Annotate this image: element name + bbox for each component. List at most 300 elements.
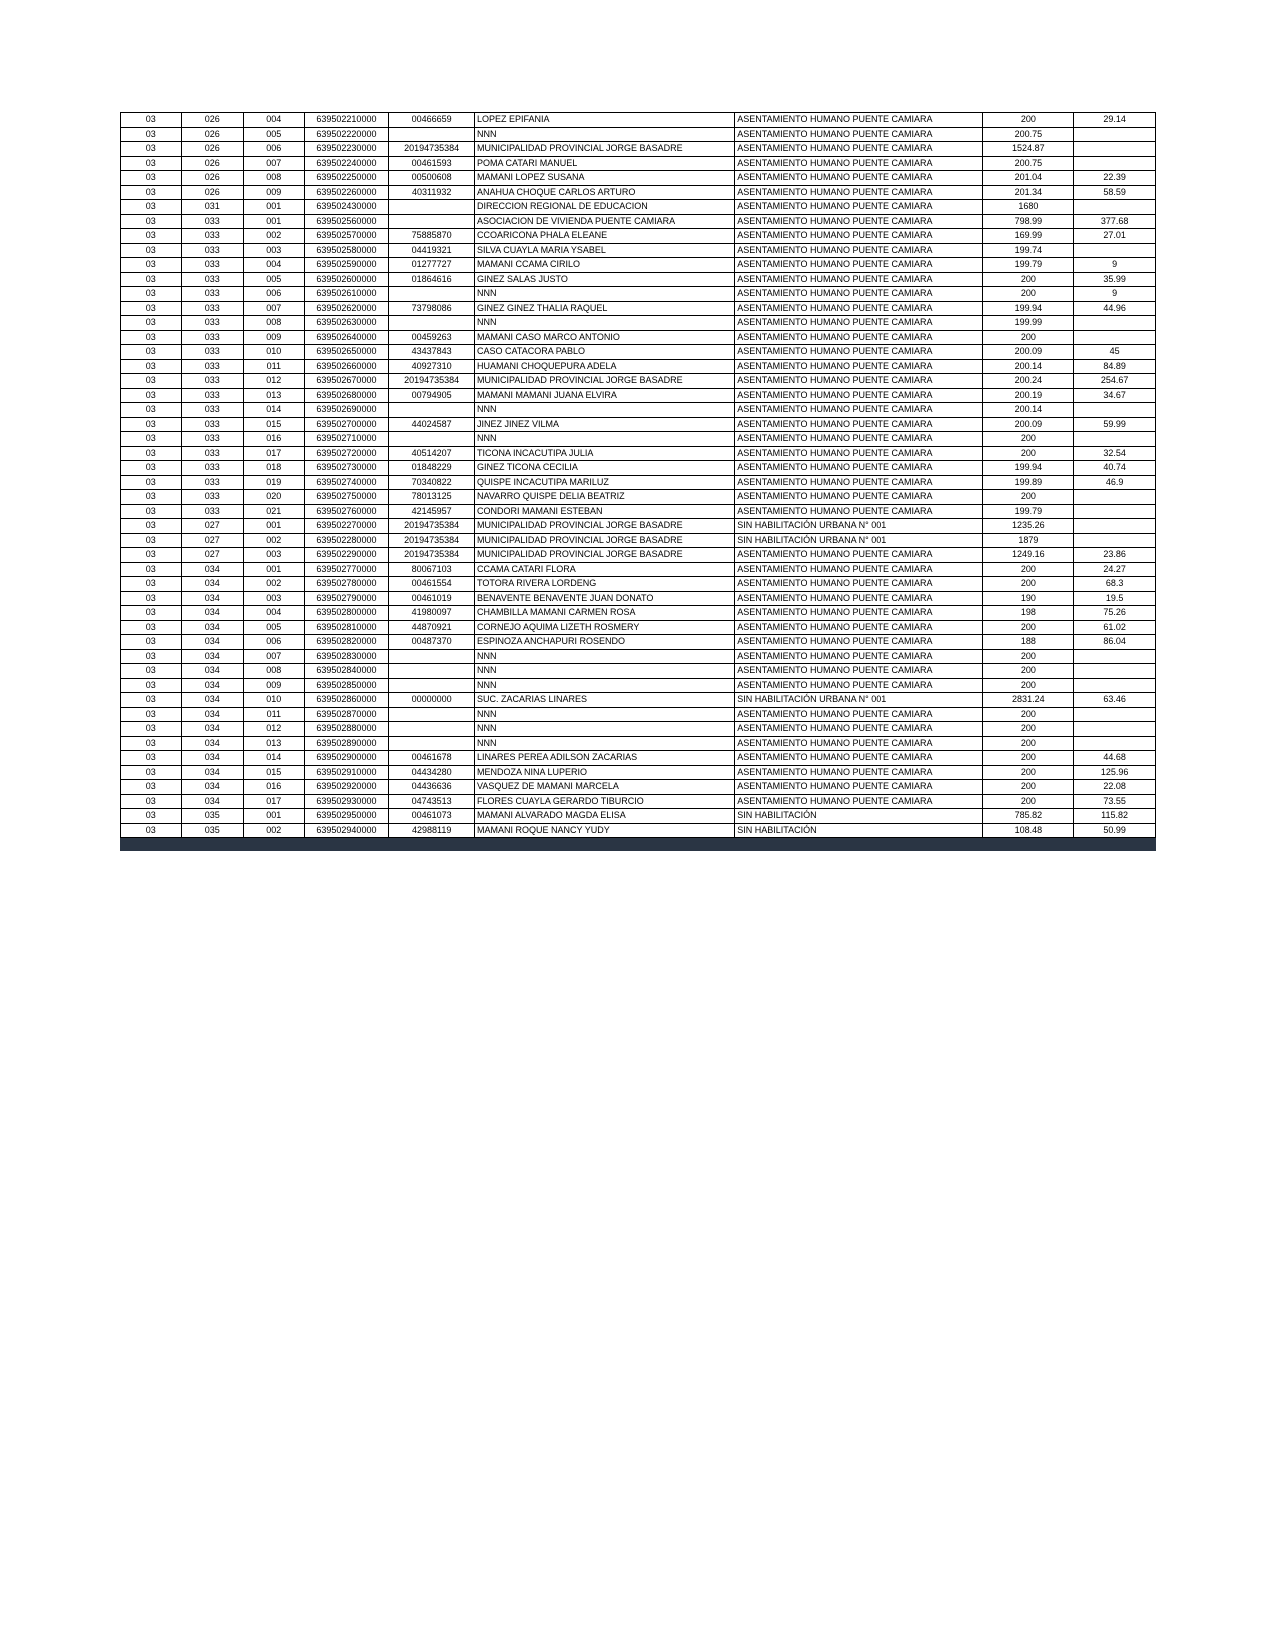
cell-area-construida bbox=[1074, 316, 1156, 331]
cell-area-terreno: 200.75 bbox=[983, 156, 1074, 171]
table-row bbox=[121, 446, 1156, 461]
cell-titular: LINARES PEREA ADILSON ZACARIAS bbox=[475, 751, 735, 766]
cell-lote: 002 bbox=[244, 229, 305, 244]
cell-lote: 021 bbox=[244, 504, 305, 519]
cell-titular: MUNICIPALIDAD PROVINCIAL JORGE BASADRE bbox=[475, 142, 735, 157]
cell-area-construida: 22.39 bbox=[1074, 171, 1156, 186]
table-row bbox=[121, 461, 1156, 476]
cell-sector: 03 bbox=[121, 171, 182, 186]
cell-manzana: 033 bbox=[181, 475, 244, 490]
table-row bbox=[121, 200, 1156, 215]
cell-area-terreno: 201.34 bbox=[983, 185, 1074, 200]
cell-manzana: 033 bbox=[181, 287, 244, 302]
cell-area-construida bbox=[1074, 678, 1156, 693]
cell-sector: 03 bbox=[121, 345, 182, 360]
cell-sector: 03 bbox=[121, 490, 182, 505]
cell-area-construida: 44.96 bbox=[1074, 301, 1156, 316]
cell-habilitacion: ASENTAMIENTO HUMANO PUENTE CAMIARA bbox=[735, 432, 983, 447]
cell-area-construida: 23.86 bbox=[1074, 548, 1156, 563]
cell-documento: 00487370 bbox=[389, 635, 475, 650]
table-row bbox=[121, 707, 1156, 722]
table-row bbox=[121, 258, 1156, 273]
cell-sector: 03 bbox=[121, 316, 182, 331]
cell-area-terreno: 200.09 bbox=[983, 417, 1074, 432]
cell-codigo: 639502210000 bbox=[304, 113, 389, 128]
cell-area-construida bbox=[1074, 200, 1156, 215]
cell-manzana: 027 bbox=[181, 548, 244, 563]
cell-codigo: 639502880000 bbox=[304, 722, 389, 737]
cell-manzana: 027 bbox=[181, 519, 244, 534]
cell-lote: 015 bbox=[244, 765, 305, 780]
table-row bbox=[121, 127, 1156, 142]
cell-area-construida: 35.99 bbox=[1074, 272, 1156, 287]
cell-lote: 007 bbox=[244, 156, 305, 171]
cell-lote: 006 bbox=[244, 142, 305, 157]
cell-lote: 007 bbox=[244, 649, 305, 664]
table-row bbox=[121, 722, 1156, 737]
cell-documento bbox=[389, 200, 475, 215]
cell-documento: 43437843 bbox=[389, 345, 475, 360]
cell-habilitacion: ASENTAMIENTO HUMANO PUENTE CAMIARA bbox=[735, 127, 983, 142]
cell-lote: 012 bbox=[244, 722, 305, 737]
cell-sector: 03 bbox=[121, 635, 182, 650]
table-row bbox=[121, 156, 1156, 171]
cell-manzana: 031 bbox=[181, 200, 244, 215]
cell-sector: 03 bbox=[121, 780, 182, 795]
cell-area-construida: 32.54 bbox=[1074, 446, 1156, 461]
cell-habilitacion: ASENTAMIENTO HUMANO PUENTE CAMIARA bbox=[735, 301, 983, 316]
cell-codigo: 639502220000 bbox=[304, 127, 389, 142]
cell-documento: 20194735384 bbox=[389, 548, 475, 563]
cell-sector: 03 bbox=[121, 504, 182, 519]
cell-manzana: 034 bbox=[181, 693, 244, 708]
table-row bbox=[121, 432, 1156, 447]
cell-area-terreno: 200 bbox=[983, 620, 1074, 635]
cell-sector: 03 bbox=[121, 519, 182, 534]
cell-lote: 014 bbox=[244, 751, 305, 766]
cell-manzana: 034 bbox=[181, 591, 244, 606]
cell-sector: 03 bbox=[121, 359, 182, 374]
table-row bbox=[121, 649, 1156, 664]
cell-documento: 01864616 bbox=[389, 272, 475, 287]
cell-documento bbox=[389, 403, 475, 418]
cell-sector: 03 bbox=[121, 736, 182, 751]
cell-codigo: 639502840000 bbox=[304, 664, 389, 679]
cell-manzana: 034 bbox=[181, 722, 244, 737]
cell-documento bbox=[389, 287, 475, 302]
cell-codigo: 639502920000 bbox=[304, 780, 389, 795]
cell-habilitacion: ASENTAMIENTO HUMANO PUENTE CAMIARA bbox=[735, 403, 983, 418]
cell-titular: MAMANI CASO MARCO ANTONIO bbox=[475, 330, 735, 345]
cell-lote: 011 bbox=[244, 707, 305, 722]
cell-area-terreno: 200 bbox=[983, 678, 1074, 693]
cell-codigo: 639502640000 bbox=[304, 330, 389, 345]
cell-area-construida: 75.26 bbox=[1074, 606, 1156, 621]
cell-habilitacion: ASENTAMIENTO HUMANO PUENTE CAMIARA bbox=[735, 765, 983, 780]
cell-titular: CORNEJO AQUIMA LIZETH ROSMERY bbox=[475, 620, 735, 635]
cell-area-terreno: 199.74 bbox=[983, 243, 1074, 258]
cell-manzana: 033 bbox=[181, 432, 244, 447]
cell-area-terreno: 798.99 bbox=[983, 214, 1074, 229]
cell-titular: DIRECCION REGIONAL DE EDUCACION bbox=[475, 200, 735, 215]
cell-documento bbox=[389, 707, 475, 722]
cell-manzana: 034 bbox=[181, 649, 244, 664]
cell-titular: MUNICIPALIDAD PROVINCIAL JORGE BASADRE bbox=[475, 533, 735, 548]
cell-documento: 00794905 bbox=[389, 388, 475, 403]
cell-area-terreno: 200.09 bbox=[983, 345, 1074, 360]
cell-titular: ASOCIACION DE VIVIENDA PUENTE CAMIARA bbox=[475, 214, 735, 229]
table-row bbox=[121, 113, 1156, 128]
cell-habilitacion: ASENTAMIENTO HUMANO PUENTE CAMIARA bbox=[735, 780, 983, 795]
cell-documento: 20194735384 bbox=[389, 374, 475, 389]
cell-documento: 01277727 bbox=[389, 258, 475, 273]
cell-titular: NNN bbox=[475, 678, 735, 693]
cell-codigo: 639502870000 bbox=[304, 707, 389, 722]
cell-manzana: 034 bbox=[181, 794, 244, 809]
cell-area-terreno: 200 bbox=[983, 113, 1074, 128]
cell-habilitacion: SIN HABILITACIÓN URBANA N° 001 bbox=[735, 533, 983, 548]
cell-codigo: 639502670000 bbox=[304, 374, 389, 389]
cell-sector: 03 bbox=[121, 620, 182, 635]
cell-codigo: 639502590000 bbox=[304, 258, 389, 273]
cell-codigo: 639502570000 bbox=[304, 229, 389, 244]
cell-documento bbox=[389, 649, 475, 664]
cell-documento: 73798086 bbox=[389, 301, 475, 316]
cell-documento: 00461019 bbox=[389, 591, 475, 606]
cell-documento: 44024587 bbox=[389, 417, 475, 432]
cell-titular: MAMANI LOPEZ SUSANA bbox=[475, 171, 735, 186]
cell-area-construida bbox=[1074, 403, 1156, 418]
cell-manzana: 034 bbox=[181, 606, 244, 621]
cell-documento: 04434280 bbox=[389, 765, 475, 780]
cell-manzana: 033 bbox=[181, 345, 244, 360]
cell-lote: 013 bbox=[244, 388, 305, 403]
cell-manzana: 026 bbox=[181, 171, 244, 186]
footer-bar-cell bbox=[121, 838, 1156, 851]
cell-area-terreno: 200.14 bbox=[983, 403, 1074, 418]
cell-titular: NAVARRO QUISPE DELIA BEATRIZ bbox=[475, 490, 735, 505]
cell-habilitacion: ASENTAMIENTO HUMANO PUENTE CAMIARA bbox=[735, 359, 983, 374]
cell-titular: NNN bbox=[475, 403, 735, 418]
cell-lote: 005 bbox=[244, 620, 305, 635]
cell-codigo: 639502950000 bbox=[304, 809, 389, 824]
table-row bbox=[121, 664, 1156, 679]
cell-sector: 03 bbox=[121, 606, 182, 621]
cell-lote: 001 bbox=[244, 200, 305, 215]
cell-area-terreno: 200 bbox=[983, 751, 1074, 766]
cell-codigo: 639502860000 bbox=[304, 693, 389, 708]
cell-manzana: 034 bbox=[181, 620, 244, 635]
cell-area-terreno: 200.19 bbox=[983, 388, 1074, 403]
cell-manzana: 033 bbox=[181, 388, 244, 403]
cell-habilitacion: ASENTAMIENTO HUMANO PUENTE CAMIARA bbox=[735, 562, 983, 577]
cell-documento bbox=[389, 664, 475, 679]
cell-sector: 03 bbox=[121, 591, 182, 606]
cell-lote: 004 bbox=[244, 606, 305, 621]
cell-habilitacion: ASENTAMIENTO HUMANO PUENTE CAMIARA bbox=[735, 113, 983, 128]
cell-area-terreno: 200 bbox=[983, 707, 1074, 722]
cell-area-construida: 9 bbox=[1074, 287, 1156, 302]
cell-area-construida: 63.46 bbox=[1074, 693, 1156, 708]
cell-manzana: 034 bbox=[181, 736, 244, 751]
table-row bbox=[121, 548, 1156, 563]
cell-manzana: 033 bbox=[181, 461, 244, 476]
cell-titular: NNN bbox=[475, 287, 735, 302]
cell-habilitacion: ASENTAMIENTO HUMANO PUENTE CAMIARA bbox=[735, 736, 983, 751]
cell-titular: NNN bbox=[475, 649, 735, 664]
cell-manzana: 026 bbox=[181, 113, 244, 128]
cell-sector: 03 bbox=[121, 678, 182, 693]
cell-documento: 20194735384 bbox=[389, 519, 475, 534]
cell-sector: 03 bbox=[121, 809, 182, 824]
cell-lote: 016 bbox=[244, 432, 305, 447]
cell-titular: ANAHUA CHOQUE CARLOS ARTURO bbox=[475, 185, 735, 200]
cell-lote: 004 bbox=[244, 113, 305, 128]
cell-area-terreno: 199.79 bbox=[983, 258, 1074, 273]
cell-documento bbox=[389, 316, 475, 331]
cell-manzana: 034 bbox=[181, 678, 244, 693]
cell-habilitacion: ASENTAMIENTO HUMANO PUENTE CAMIARA bbox=[735, 272, 983, 287]
cell-codigo: 639502820000 bbox=[304, 635, 389, 650]
cell-area-terreno: 785.82 bbox=[983, 809, 1074, 824]
cell-area-construida: 22.08 bbox=[1074, 780, 1156, 795]
cell-titular: TICONA INCACUTIPA JULIA bbox=[475, 446, 735, 461]
cell-habilitacion: SIN HABILITACIÓN URBANA N° 001 bbox=[735, 693, 983, 708]
cell-titular: MUNICIPALIDAD PROVINCIAL JORGE BASADRE bbox=[475, 519, 735, 534]
table-row bbox=[121, 794, 1156, 809]
cell-codigo: 639502560000 bbox=[304, 214, 389, 229]
cell-lote: 003 bbox=[244, 243, 305, 258]
cell-habilitacion: ASENTAMIENTO HUMANO PUENTE CAMIARA bbox=[735, 316, 983, 331]
cell-area-construida bbox=[1074, 533, 1156, 548]
cell-documento bbox=[389, 432, 475, 447]
cell-lote: 012 bbox=[244, 374, 305, 389]
cell-habilitacion: ASENTAMIENTO HUMANO PUENTE CAMIARA bbox=[735, 200, 983, 215]
table-row bbox=[121, 577, 1156, 592]
table-row bbox=[121, 504, 1156, 519]
cell-area-terreno: 200 bbox=[983, 765, 1074, 780]
cell-lote: 002 bbox=[244, 577, 305, 592]
table-row bbox=[121, 272, 1156, 287]
table-row bbox=[121, 765, 1156, 780]
cell-manzana: 034 bbox=[181, 664, 244, 679]
cell-titular: TOTORA RIVERA LORDENG bbox=[475, 577, 735, 592]
cell-documento: 40927310 bbox=[389, 359, 475, 374]
cell-area-construida bbox=[1074, 736, 1156, 751]
cell-area-terreno: 200 bbox=[983, 664, 1074, 679]
cell-titular: SUC. ZACARIAS LINARES bbox=[475, 693, 735, 708]
cell-lote: 017 bbox=[244, 446, 305, 461]
cell-sector: 03 bbox=[121, 446, 182, 461]
cell-sector: 03 bbox=[121, 229, 182, 244]
cell-habilitacion: ASENTAMIENTO HUMANO PUENTE CAMIARA bbox=[735, 490, 983, 505]
cell-lote: 010 bbox=[244, 345, 305, 360]
table-row bbox=[121, 475, 1156, 490]
cell-area-terreno: 199.89 bbox=[983, 475, 1074, 490]
cell-codigo: 639502230000 bbox=[304, 142, 389, 157]
cell-habilitacion: ASENTAMIENTO HUMANO PUENTE CAMIARA bbox=[735, 722, 983, 737]
table-row bbox=[121, 620, 1156, 635]
cell-manzana: 034 bbox=[181, 635, 244, 650]
cell-lote: 005 bbox=[244, 127, 305, 142]
cell-titular: NNN bbox=[475, 432, 735, 447]
cell-documento: 44870921 bbox=[389, 620, 475, 635]
cell-codigo: 639502710000 bbox=[304, 432, 389, 447]
cell-titular: NNN bbox=[475, 707, 735, 722]
table-row bbox=[121, 403, 1156, 418]
cell-titular: FLORES CUAYLA GERARDO TIBURCIO bbox=[475, 794, 735, 809]
cell-documento bbox=[389, 214, 475, 229]
cell-manzana: 034 bbox=[181, 562, 244, 577]
cell-sector: 03 bbox=[121, 214, 182, 229]
cell-sector: 03 bbox=[121, 533, 182, 548]
cell-sector: 03 bbox=[121, 403, 182, 418]
cell-lote: 011 bbox=[244, 359, 305, 374]
cell-area-construida: 44.68 bbox=[1074, 751, 1156, 766]
cell-sector: 03 bbox=[121, 664, 182, 679]
cell-sector: 03 bbox=[121, 548, 182, 563]
cell-area-construida bbox=[1074, 243, 1156, 258]
cell-codigo: 639502270000 bbox=[304, 519, 389, 534]
cell-titular: QUISPE INCACUTIPA MARILUZ bbox=[475, 475, 735, 490]
cell-manzana: 033 bbox=[181, 316, 244, 331]
cell-sector: 03 bbox=[121, 142, 182, 157]
cell-titular: CASO CATACORA PABLO bbox=[475, 345, 735, 360]
cell-manzana: 035 bbox=[181, 809, 244, 824]
cell-codigo: 639502580000 bbox=[304, 243, 389, 258]
cell-area-construida bbox=[1074, 649, 1156, 664]
cell-codigo: 639502720000 bbox=[304, 446, 389, 461]
cell-area-terreno: 1524.87 bbox=[983, 142, 1074, 157]
cell-lote: 002 bbox=[244, 533, 305, 548]
cell-habilitacion: ASENTAMIENTO HUMANO PUENTE CAMIARA bbox=[735, 577, 983, 592]
cell-sector: 03 bbox=[121, 113, 182, 128]
cell-sector: 03 bbox=[121, 388, 182, 403]
cell-habilitacion: ASENTAMIENTO HUMANO PUENTE CAMIARA bbox=[735, 649, 983, 664]
cell-habilitacion: ASENTAMIENTO HUMANO PUENTE CAMIARA bbox=[735, 417, 983, 432]
table-row bbox=[121, 142, 1156, 157]
cell-documento: 75885870 bbox=[389, 229, 475, 244]
cell-manzana: 034 bbox=[181, 780, 244, 795]
cell-lote: 006 bbox=[244, 287, 305, 302]
cell-documento: 80067103 bbox=[389, 562, 475, 577]
table-row bbox=[121, 591, 1156, 606]
cell-habilitacion: ASENTAMIENTO HUMANO PUENTE CAMIARA bbox=[735, 591, 983, 606]
cell-titular: CONDORI MAMANI ESTEBAN bbox=[475, 504, 735, 519]
cell-area-terreno: 1680 bbox=[983, 200, 1074, 215]
cell-manzana: 033 bbox=[181, 301, 244, 316]
cell-area-construida bbox=[1074, 330, 1156, 345]
cell-documento: 00461073 bbox=[389, 809, 475, 824]
cell-documento: 00466659 bbox=[389, 113, 475, 128]
cell-manzana: 033 bbox=[181, 490, 244, 505]
cell-codigo: 639502730000 bbox=[304, 461, 389, 476]
cell-area-construida bbox=[1074, 504, 1156, 519]
cell-manzana: 026 bbox=[181, 142, 244, 157]
cell-manzana: 027 bbox=[181, 533, 244, 548]
cell-sector: 03 bbox=[121, 693, 182, 708]
cell-sector: 03 bbox=[121, 243, 182, 258]
cell-titular: LOPEZ EPIFANIA bbox=[475, 113, 735, 128]
cell-sector: 03 bbox=[121, 432, 182, 447]
table-body bbox=[121, 113, 1156, 851]
cell-habilitacion: ASENTAMIENTO HUMANO PUENTE CAMIARA bbox=[735, 214, 983, 229]
cell-manzana: 026 bbox=[181, 185, 244, 200]
cell-area-terreno: 198 bbox=[983, 606, 1074, 621]
cell-titular: NNN bbox=[475, 316, 735, 331]
cell-habilitacion: ASENTAMIENTO HUMANO PUENTE CAMIARA bbox=[735, 171, 983, 186]
cell-habilitacion: SIN HABILITACIÓN bbox=[735, 809, 983, 824]
cell-lote: 009 bbox=[244, 330, 305, 345]
cell-area-terreno: 190 bbox=[983, 591, 1074, 606]
cell-area-terreno: 1879 bbox=[983, 533, 1074, 548]
cell-habilitacion: ASENTAMIENTO HUMANO PUENTE CAMIARA bbox=[735, 446, 983, 461]
cell-area-construida bbox=[1074, 127, 1156, 142]
table-row bbox=[121, 562, 1156, 577]
table-row bbox=[121, 533, 1156, 548]
table-row bbox=[121, 736, 1156, 751]
cell-manzana: 034 bbox=[181, 765, 244, 780]
cell-habilitacion: ASENTAMIENTO HUMANO PUENTE CAMIARA bbox=[735, 461, 983, 476]
cell-area-construida: 377.68 bbox=[1074, 214, 1156, 229]
cell-area-construida: 115.82 bbox=[1074, 809, 1156, 824]
cell-lote: 006 bbox=[244, 635, 305, 650]
cell-titular: VASQUEZ DE MAMANI MARCELA bbox=[475, 780, 735, 795]
cell-area-construida: 19.5 bbox=[1074, 591, 1156, 606]
cell-area-terreno: 188 bbox=[983, 635, 1074, 650]
cell-lote: 019 bbox=[244, 475, 305, 490]
cell-lote: 005 bbox=[244, 272, 305, 287]
cell-area-construida: 50.99 bbox=[1074, 823, 1156, 838]
cell-titular: NNN bbox=[475, 722, 735, 737]
cell-manzana: 033 bbox=[181, 374, 244, 389]
cell-habilitacion: ASENTAMIENTO HUMANO PUENTE CAMIARA bbox=[735, 287, 983, 302]
cell-area-terreno: 200 bbox=[983, 736, 1074, 751]
cell-codigo: 639502610000 bbox=[304, 287, 389, 302]
cell-manzana: 033 bbox=[181, 446, 244, 461]
cell-codigo: 639502260000 bbox=[304, 185, 389, 200]
cell-area-construida bbox=[1074, 707, 1156, 722]
cell-area-terreno: 200.14 bbox=[983, 359, 1074, 374]
cell-area-terreno: 199.79 bbox=[983, 504, 1074, 519]
cell-habilitacion: ASENTAMIENTO HUMANO PUENTE CAMIARA bbox=[735, 475, 983, 490]
table-row bbox=[121, 780, 1156, 795]
cell-area-construida: 61.02 bbox=[1074, 620, 1156, 635]
cell-sector: 03 bbox=[121, 461, 182, 476]
table-row bbox=[121, 301, 1156, 316]
cell-codigo: 639502830000 bbox=[304, 649, 389, 664]
cell-area-terreno: 200 bbox=[983, 330, 1074, 345]
cell-sector: 03 bbox=[121, 258, 182, 273]
cell-documento: 42145957 bbox=[389, 504, 475, 519]
cell-documento bbox=[389, 127, 475, 142]
table-row bbox=[121, 214, 1156, 229]
cell-sector: 03 bbox=[121, 722, 182, 737]
cell-sector: 03 bbox=[121, 272, 182, 287]
cell-area-construida bbox=[1074, 142, 1156, 157]
cell-area-construida: 34.67 bbox=[1074, 388, 1156, 403]
cell-manzana: 033 bbox=[181, 272, 244, 287]
cell-titular: GINEZ SALAS JUSTO bbox=[475, 272, 735, 287]
cell-sector: 03 bbox=[121, 374, 182, 389]
cell-sector: 03 bbox=[121, 185, 182, 200]
cell-area-terreno: 200 bbox=[983, 722, 1074, 737]
cell-codigo: 639502280000 bbox=[304, 533, 389, 548]
cadastre-table bbox=[120, 112, 1156, 851]
cell-codigo: 639502430000 bbox=[304, 200, 389, 215]
cell-habilitacion: ASENTAMIENTO HUMANO PUENTE CAMIARA bbox=[735, 751, 983, 766]
cell-codigo: 639502630000 bbox=[304, 316, 389, 331]
